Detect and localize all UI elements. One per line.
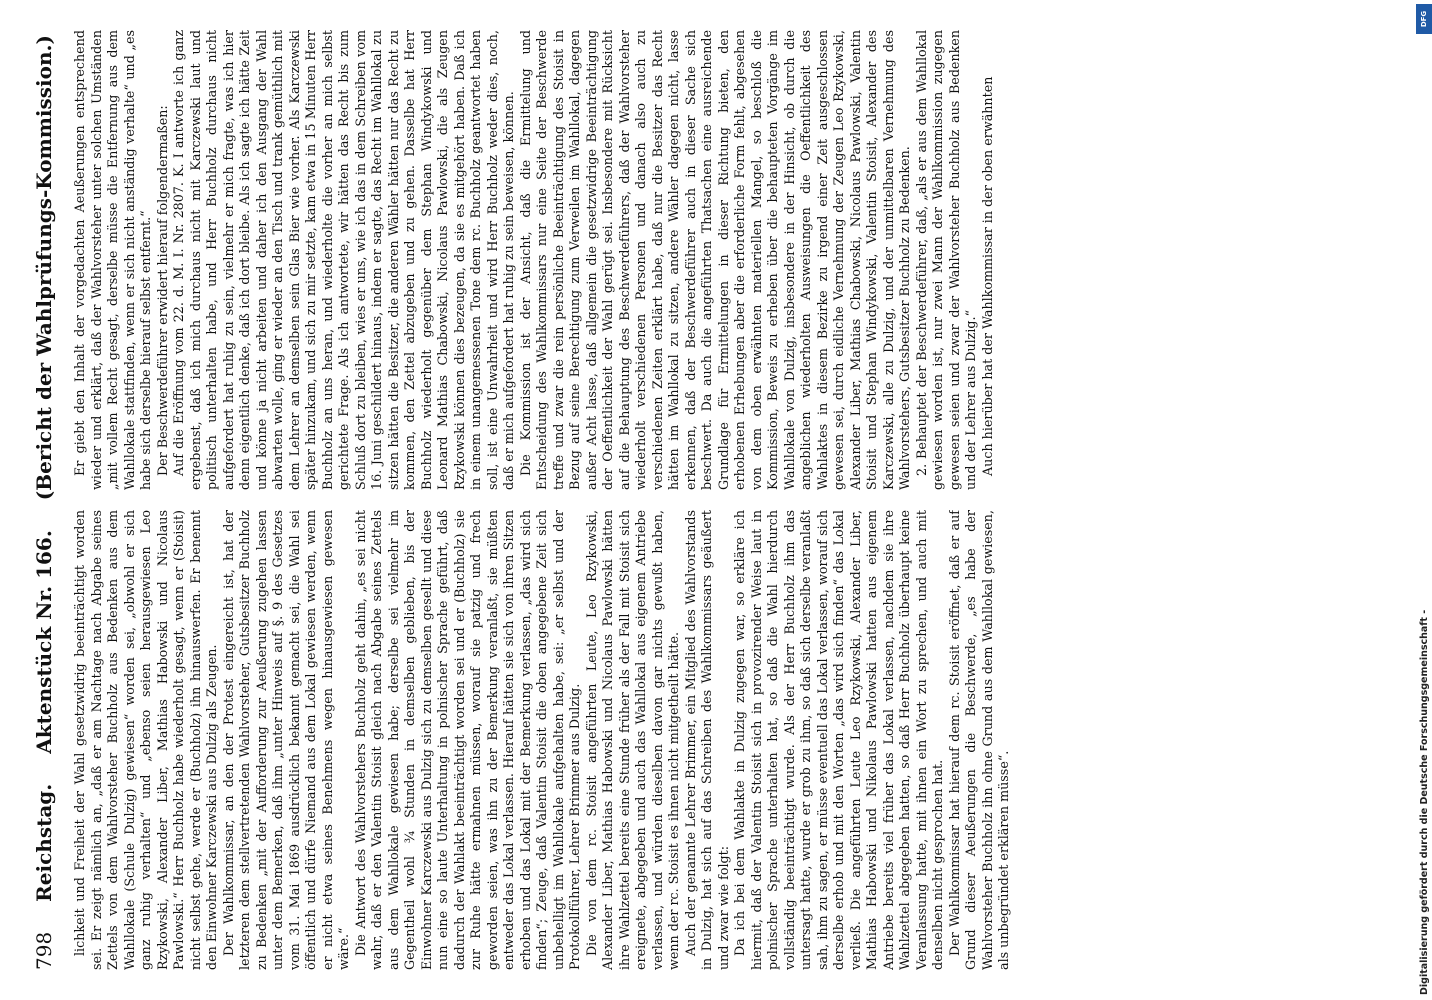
paragraph: Auch hierüber hat der Wahlkommissar in der oben erwähnten: [979, 76, 995, 476]
paragraph: Die von dem rc. Stoisit angeführten Leute, Leo Rzykowski, Alexander Liber, Mathias Habowski und Nicolaus Pawlowski hätten ihre Wahlzettel bereits eine Stunde früher als der Fall mit Stoisit sich ereignete, abgegeben und auch das Wahllokal aus eigenem Antriebe verlassen, und würden dieselben davon gar nichts gewußt haben, wenn der rc. Stoisit es ihnen nicht mitgetheilt hätte.: [583, 510, 681, 970]
paragraph: Der Beschwerdeführer erwidert hierauf folgendermaßen:: [154, 105, 170, 476]
paragraph: Die Kommission ist der Ansicht, daß die Ermittelung und Entscheidung des Wahlkommissars nur eine Seite der Beschwerde treffe und zwar die rein persönliche Beeinträchtigung des Stoisit in Bezug auf seine Berechtigung zum Verweilen im Wahllokal, dagegen außer Acht lasse, daß allgemein die gesetzwidrige Beeinträchtigung der Oeffentlichkeit der Wahl gerügt sei. Insbesondere mit Rücksicht auf die Behauptung des Beschwerdeführers, daß der Wahlvorsteher wiederholt verschiedenen Personen und danach also auch zu verschiedenen Zeiten erklärt habe, daß nur die Besitzer das Recht hätten im Wahllokal zu sitzen, andere Wähler dagegen nicht, lasse erkennen, daß der Beschwerdeführer auch in dieser Sache sich beschwert. Da auch die angeführten Thatsachen eine ausreichende Grundlage für Ermittelungen in dieser Richtung bieten, den erhobenen Erhebungen aber die erforderliche Form fehlt, abgesehen von dem oben erwähnten materiellen Mangel, so beschloß die Kommission, Beweis zu erheben über die behaupteten Vorgänge im Wahllokale von Dulzig, insbesondere in der Hinsicht, ob durch die angeblichen wiederholten Ausweisungen die Oeffentlichkeit des Wahlaktes in diesem Bezirke zu irgend einer Zeit ausgeschlossen gewesen sei, durch eidliche Vernehmung der Zeugen Leo Rzykowski, Alexander Liber, Mathias Chabowski, Nicolaus Pawlowski, Valentin Stoisit und Stephan Windykowski, Valentin Stoisit, Alexander des Karczewski, alle zu Dulzig, und der unmittelbaren Vernehmung des Wahlvorstehers, Gutsbesitzer Buchholz zu Bedenken.: [517, 30, 912, 490]
dfg-logo: [1416, 4, 1432, 34]
paragraph: Der Wahlkommissar hat hierauf dem rc. Stoisit eröffnet, daß er auf Grund dieser Aeußerungen die Beschwerde, „es habe der Wahlvorsteher Buchholz ihn ohne Grund aus dem Wahllokal gewiesen, als unbegründet erklären müsse“.: [946, 510, 1011, 970]
text-column-left: [72, 510, 1382, 970]
paragraph: Da ich bei dem Wahlakte in Dulzig zugegen war, so erkläre ich hiermit, daß der Valentin Stoisit sich in provozirender Weise laut in polnischer Sprache unterhalten hat, so daß die Wahl hierdurch vollständig beeinträchtigt wurde. Als der Herr Buchholz ihm das untersagt hatte, wurde er grob zu ihm, so daß sich derselbe veranlaßt sah, ihm zu sagen, er müsse eventuell das Lokal verlassen, worauf sich derselbe erhob und mit den Worten „das wird sich finden“ das Lokal verließ. Die angeführten Leute Leo Rzykowski, Alexander Liber, Mathias Habowski und Nikolaus Pawlowski hatten aus eigenem Antriebe bereits viel früher das Lokal verlassen, nachdem sie ihre Wahlzettel abgegeben hatten, so daß Herr Buchholz überhaupt keine Veranlassung hatte, mit ihnen ein Wort zu sprechen, und auch mit denselben nicht gesprochen hat.: [732, 510, 945, 970]
dfg-logo-text: DFG: [1420, 10, 1428, 28]
header-title-right: (Bericht der Wahlprüfungs-Kommission.): [32, 35, 56, 501]
paragraph: Der Wahlkommissar, an den der Protest eingereicht ist, hat der letzteren dem stellvertretenden Wahlvorsteher, Gutsbesitzer Buchholz zu Bedenken „mit der Aufforderung zur Aeußerung zugehen lassen unter dem Bemerken, daß ihm „unter Hinweis auf §. 9 des Gesetzes vom 31. Mai 1869 ausdrücklich bekannt gemacht sei, die Wahl sei öffentlich und dürfe Niemand aus dem Lokal gewiesen werden, wenn er nicht etwa seines Benehmens wegen hinausgewiesen gewesen wäre.“: [220, 510, 351, 970]
page-header: [20, 20, 68, 970]
text-column-right: [72, 30, 1382, 490]
page-number: 798: [32, 931, 56, 970]
paragraph: Er giebt den Inhalt der vorgedachten Aeußerungen entsprechend wieder und erklärt, daß der Wahlvorsteher unter solchen Umständen „mit vollem Recht gesagt, derselbe müsse die Entfernung aus dem Wahllokale stattfinden, wenn er sich nicht anständig verhalte“ und „es habe sich derselbe hierauf selbst entfernt.“: [72, 30, 153, 490]
paragraph: 2. Behauptet der Beschwerdeführer, daß, „als er aus dem Wahllokal gewiesen worden ist, nur zwei Mann der Wahlkommission zugegen gewesen seien und zwar der Wahlvorsteher Buchholz aus Bedenken und der Lehrer aus Dulzig.“: [913, 30, 978, 490]
paragraph: Auch der genannte Lehrer Brimmer, ein Mitglied des Wahlvorstands in Dulzig, hat sich auf das Schreiben des Wahlkommissars geäußert und zwar wie folgt:: [682, 510, 731, 970]
paragraph: lichkeit und Freiheit der Wahl gesetzwidrig beeinträchtigt worden sei. Er zeigt nämlich an, „daß er am Nachtage nach Abgabe seines Zettels von dem Wahlvorsteher Buchholz aus Bedenken aus dem Wahllokale (Schule Dulzig) gewiesen“ worden sei, „obwohl er sich ganz ruhig verhalten“ und „ebenso seien herausgewiesen Leo Rzykowski, Alexander Liber, Mathias Habowski und Nicolaus Pawlowski.“ Herr Buchholz habe wiederholt gesagt, wenn er (Stoisit) nicht selbst gehe, werde er (Buchholz) ihn hinauswerfen. Er benennt den Einwohner Karczewski aus Dulzig als Zeugen.: [72, 510, 219, 970]
header-title-center: Aktenstück Nr. 166.: [32, 530, 56, 754]
paragraph: Die Antwort des Wahlvorstehers Buchholz geht dahin, „es sei nicht wahr, daß er den Valentin Stoisit gleich nach Abgabe seines Zettels aus dem Wahllokale gewiesen habe; derselbe sei vielmehr im Gegentheil wohl ¾ Stunden in demselben geblieben, bis der Einwohner Karczewski aus Dulzig sich zu demselben gesellt und diese nun eine so laute Unterhaltung in polnischer Sprache geführt, daß dadurch der Wahlakt beeinträchtigt worden sei und er (Buchholz) sie zur Ruhe hätte ermahnen müssen, worauf sie patzig und frech geworden seien, was ihn zu der Bemerkung veranlaßt, sie müßten entweder das Lokal verlassen. Hierauf hätten sie sich von ihren Sitzen erhoben und das Lokal mit der Bemerkung verlassen, „das wird sich finden“; Zeuge, daß Valentin Stoisit die oben angegebene Zeit sich unbehelligt im Wahllokale aufgehalten habe, sei: „er selbst und der Protokollführer, Lehrer Brimmer aus Dulzig.: [352, 510, 582, 970]
paragraph: Auf die Eröffnung vom 22. d. M. I. Nr. 2807. K. I antworte ich ganz ergebenst, daß ich mich durchaus nicht mit Karczewski laut und politisch unterhalten habe, und Herr Buchholz durchaus nicht aufgefordert hat ruhig zu sein, vielmehr er mich fragte, was ich hier denn eigentlich denke, daß ich dort bleibe. Als ich sagte ich hätte Zeit und könne ja nicht arbeiten und daher ich den Ausgang der Wahl abwarten wolle, ging er wieder an den Tisch und trank gemüthlich mit dem Lehrer an demselben sein Glas Bier wie vorher. Als Karczewski später hinzukam, und sich zu mir setzte, kam etwa in 15 Minuten Herr Buchholz an uns heran, und wiederholte die vorher an mich selbst gerichtete Frage. Als ich antwortete, wir hätten das Recht bis zum Schluß dort zu bleiben, wies er uns, wie ich das in dem Schreiben vom 16. Juni geschildert hinaus, indem er sagte, das Recht im Wahllokal zu sitzen hätten die Besitzer, die anderen Wähler hätten nur das Recht zu kommen, den Zettel abzugeben und zu gehen. Dasselbe hat Herr Buchholz wiederholt gegenüber dem Stephan Windykowski und Leonard Mathias Chabowski, Nicolaus Pawlowski, die als Zeugen Rzykowski können dies bezeugen, da sie es mitgehört haben. Daß ich in einem unangemessenen Tone dem rc. Buchholz geantwortet haben soll, ist eine Unwahrheit und wird Herr Buchholz weder dies, noch, daß er mich aufgefordert hat ruhig zu sein beweisen, können.: [171, 30, 516, 490]
digitization-note: Digitalisierung gefördert durch die Deutsche Forschungsgemeinschaft -: [1419, 609, 1430, 995]
header-title-left: Reichstag.: [32, 783, 56, 902]
